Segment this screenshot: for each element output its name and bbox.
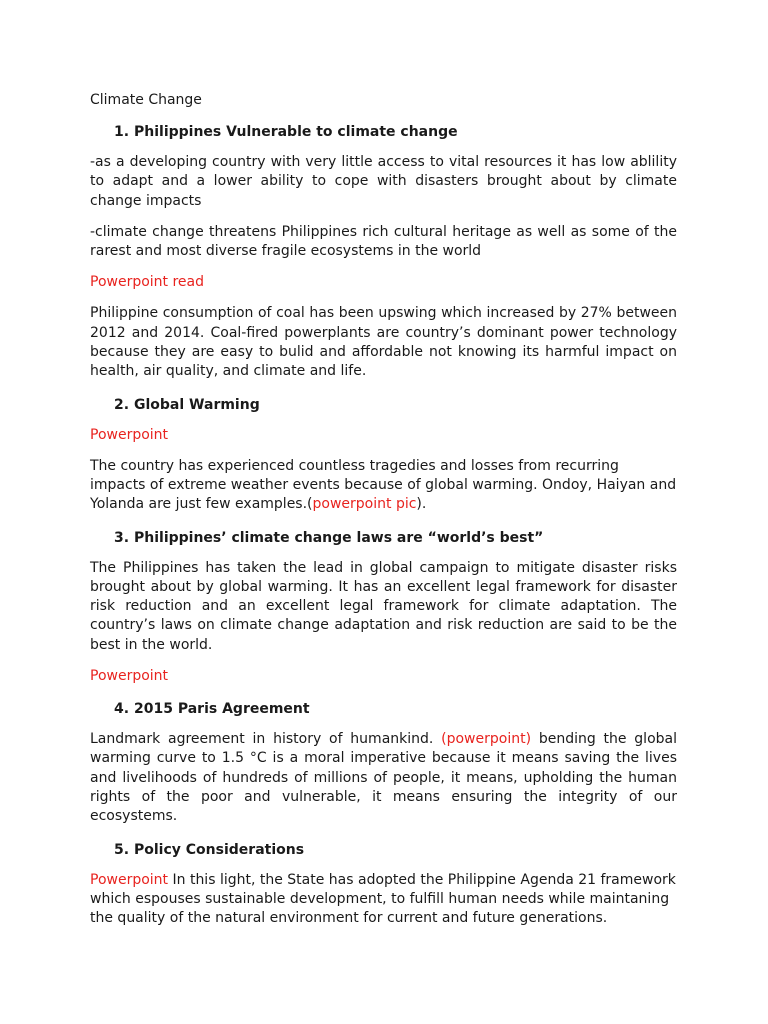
section-number: 1. (114, 124, 130, 140)
paragraph: -climate change threatens Philippines rich cultural heritage as well as some of the rarest and most diverse fragile ecosystems in the world (90, 223, 677, 260)
powerpoint-note: (powerpoint) (441, 731, 532, 748)
section-title: Philippines’ climate change laws are “world’s best” (134, 529, 544, 546)
section-heading-1 (90, 121, 677, 143)
section-number: 4. (114, 701, 130, 718)
powerpoint-note: powerpoint pic (312, 496, 417, 513)
paragraph-text: bending the global warming curve to 1.5 °C is a moral imperative because it means saving the lives and livelihoods of hundreds of millions of people, it means, upholding the human rights of the poor and vulnerable, it means ensuring the integrity of our ecosystems. (90, 731, 677, 825)
paragraph (90, 871, 677, 929)
paragraph-text: ). (416, 496, 427, 513)
powerpoint-note: Powerpoint (90, 426, 169, 443)
section-number: 5. (114, 841, 130, 858)
section-heading-5 (90, 839, 677, 861)
section-title: 2015 Paris Agreement (134, 701, 310, 718)
powerpoint-note: Powerpoint (90, 668, 169, 685)
paragraph-text: Landmark agreement in history of humankind. (90, 731, 442, 748)
section-heading-4 (90, 698, 677, 720)
section-heading-3 (90, 527, 677, 549)
section-title: Global Warming (134, 396, 260, 413)
paragraph-text: In this light, the State has adopted the Philippine Agenda 21 framework which espouses sustainable development, to fulfill human needs while maintaning the quality of the natural environment for current and future generations. (90, 871, 676, 927)
powerpoint-note: Powerpoint (90, 871, 169, 888)
document-title: Climate Change (90, 92, 202, 108)
section-title: Philippines Vulnerable to climate change (134, 124, 458, 140)
section-heading-2 (90, 394, 677, 416)
document-page (90, 89, 677, 940)
paragraph (90, 730, 677, 826)
paragraph: Philippine consumption of coal has been upswing which increased by 27% between 2012 and 2014. Coal-fired powerplants are country’s dominant power technology because they are easy to bulid and affordable not knowing its harmful impact on health, air quality, and climate and life. (90, 305, 677, 380)
section-number: 2. (114, 396, 130, 413)
section-title: Policy Considerations (134, 841, 305, 858)
section-number: 3. (114, 529, 130, 546)
paragraph: -as a developing country with very little access to vital resources it has low ablility to adapt and a lower ability to cope with disasters brought about by climate change impacts (90, 154, 677, 209)
paragraph-text: The country has experienced countless tragedies and losses from recurring impacts of extreme weather events because of global warming. Ondoy, Haiyan and Yolanda are just few examples.( (90, 457, 677, 513)
paragraph: The Philippines has taken the lead in global campaign to mitigate disaster risks brought about by global warming. It has an excellent legal framework for disaster risk reduction and an excellent legal framework for climate adaptation. The country’s laws on climate change adaptation and risk reduction are said to be the best in the world. (90, 559, 677, 653)
paragraph (90, 457, 677, 515)
powerpoint-note: Powerpoint read (90, 274, 205, 291)
